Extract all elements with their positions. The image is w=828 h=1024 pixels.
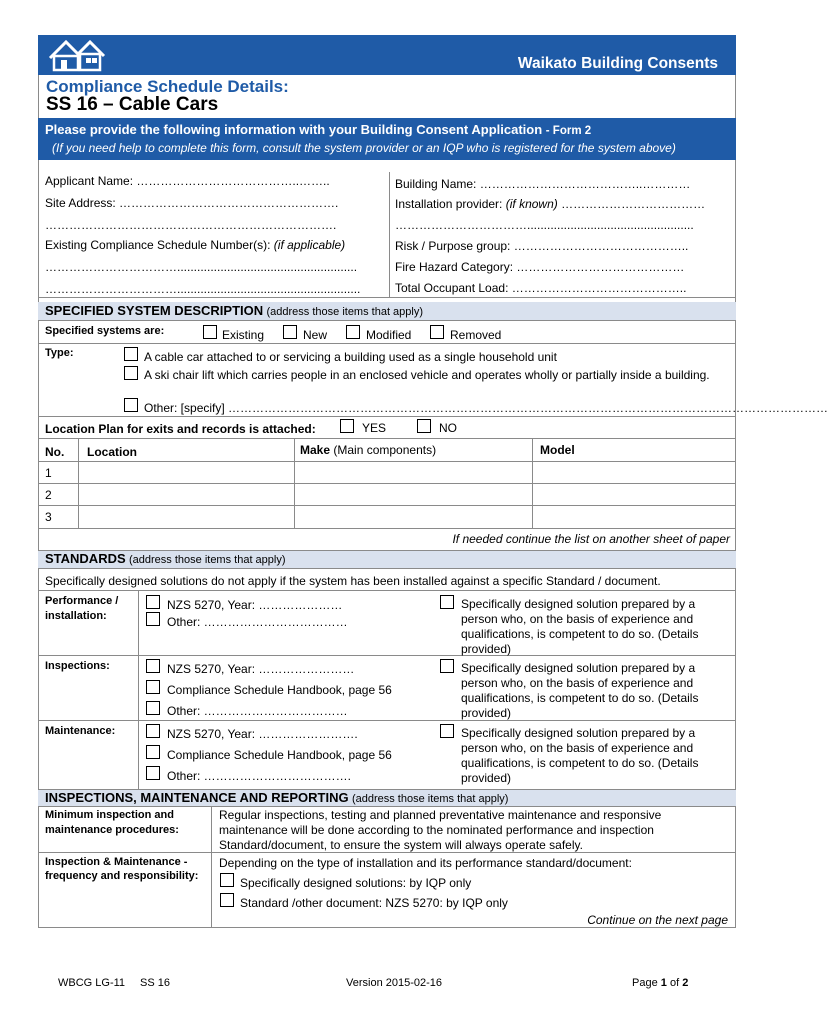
insp-nzs-checkbox[interactable] [146,659,160,673]
table-row-2-no: 2 [45,488,52,502]
insp-handbook-label: Compliance Schedule Handbook, page 56 [167,683,392,697]
specified-system-heading: SPECIFIED SYSTEM DESCRIPTION (address those items that apply) [45,303,424,318]
table-row-3-no: 3 [45,510,52,524]
insp-specific-checkbox[interactable] [440,659,454,673]
type-other-checkbox[interactable] [124,398,138,412]
freq-standard-checkbox[interactable] [220,893,234,907]
new-label: New [303,328,328,342]
freq-specific-checkbox[interactable] [220,873,234,887]
continue-next-page: Continue on the next page [587,913,728,927]
frequency-label: Inspection & Maintenance - frequency and responsibility: [45,856,199,882]
occupant-load-field[interactable]: Total Occupant Load: …………………………………….. [395,281,687,295]
dots-line-1[interactable]: ……………………………...................................................... [45,260,358,274]
provider-cont-field[interactable]: …………………………….................................................. [395,218,694,232]
standards-note: Specifically designed solutions do not apply if the system has been installed against a specific Standard / document. [45,574,661,588]
maint-nzs-field[interactable]: NZS 5270, Year: ……………………. [167,727,358,741]
intro-text: Please provide the following information with your Building Consent Application - Form 2 [45,122,592,137]
specified-systems-label: Specified systems are: [45,325,165,337]
inspections-label: Inspections: [45,660,110,672]
removed-checkbox[interactable] [430,325,444,339]
site-address-field[interactable]: Site Address: ………………………………………………. [45,196,339,210]
col-make-header: Make (Main components) [300,443,437,457]
dots-line-2[interactable]: ……………………………....................................................... [45,282,361,296]
perf-other-checkbox[interactable] [146,612,160,626]
perf-nzs-field[interactable]: NZS 5270, Year: ………………… [167,598,343,612]
risk-group-field[interactable]: Risk / Purpose group: …………………………………….. [395,239,689,253]
continue-list-note: If needed continue the list on another sheet of paper [452,532,730,546]
modified-checkbox[interactable] [346,325,360,339]
footer-version: Version 2015-02-16 [346,977,443,989]
type-label: Type: [45,347,74,359]
min-inspection-text: Regular inspections, testing and planned preventative maintenance and responsive maintenance will be done according to the nominated performance and inspection Standard/document, to ensure the system will always operate safely. [219,808,662,852]
type-2-checkbox[interactable] [124,366,138,380]
type-1-checkbox[interactable] [124,347,138,361]
frequency-text: Depending on the type of installation and its performance standard/document: [219,856,632,870]
freq-standard-label: Standard /other document: NZS 5270: by IQP only [240,896,508,910]
installation-provider-field[interactable]: Installation provider: (if known) ……………………………… [395,197,706,211]
org-name: Waikato Building Consents [517,55,718,72]
maint-nzs-checkbox[interactable] [146,724,160,738]
insp-other-field[interactable]: Other: ……………………………… [167,704,348,718]
modified-label: Modified [366,328,412,342]
location-no-label: NO [439,421,457,435]
new-checkbox[interactable] [283,325,297,339]
performance-label: Performance / installation: [45,595,119,622]
maint-handbook-label: Compliance Schedule Handbook, page 56 [167,748,392,762]
location-plan-label: Location Plan for exits and records is attached: [45,422,316,436]
existing-label: Existing [222,328,265,342]
type-other-field[interactable]: Other: [specify] …………………………………………………………………………………………………………………………………… [144,401,828,415]
existing-cs-field[interactable]: Existing Compliance Schedule Number(s): (if applicable) [45,238,346,252]
footer-page: Page 1 of 2 [632,977,689,989]
logo-house-icon [48,38,106,77]
standards-heading: STANDARDS (address those items that apply) [45,551,286,566]
maint-handbook-checkbox[interactable] [146,745,160,759]
applicant-name-field[interactable]: Applicant Name: …………………………………..…….. [45,174,330,188]
col-no-header: No. [45,445,65,459]
maint-other-checkbox[interactable] [146,766,160,780]
form-subtitle: SS 16 – Cable Cars [46,94,219,115]
footer-code: WBCG LG-11 [58,977,126,989]
insp-other-checkbox[interactable] [146,701,160,715]
location-yes-label: YES [362,421,387,435]
table-row-1-no: 1 [45,466,52,480]
maint-specific-checkbox[interactable] [440,724,454,738]
insp-handbook-checkbox[interactable] [146,680,160,694]
location-no-checkbox[interactable] [417,419,431,433]
insp-specific-label: Specifically designed solution prepared by a person who, on the basis of experience and qualifications, is competent to do so. (Details provided) [461,661,699,720]
inspections-heading: INSPECTIONS, MAINTENANCE AND REPORTING (address those items that apply) [45,790,509,805]
type-2-label: A ski chair lift which carries people in an enclosed vehicle and operates wholly or partially inside a building. [144,368,710,382]
location-yes-checkbox[interactable] [340,419,354,433]
freq-specific-label: Specifically designed solutions: by IQP only [240,876,472,890]
insp-nzs-field[interactable]: NZS 5270, Year: …………………… [167,662,355,676]
removed-label: Removed [450,328,502,342]
col-model-header: Model [540,443,575,457]
perf-nzs-checkbox[interactable] [146,595,160,609]
footer-ss: SS 16 [140,977,170,989]
perf-specific-checkbox[interactable] [440,595,454,609]
maintenance-label: Maintenance: [45,725,116,737]
building-name-field[interactable]: Building Name: …………………………………..………… [395,177,691,191]
site-address-cont-field[interactable]: ………………………………………………………………. [45,218,337,232]
form-title: Compliance Schedule Details: [46,77,289,96]
col-location-header: Location [87,445,137,459]
maint-specific-label: Specifically designed solution prepared by a person who, on the basis of experience and qualifications, is competent to do so. (Details provided) [461,726,699,785]
help-text: (If you need help to complete this form, consult the system provider or an IQP who is registered for the system above) [52,141,676,155]
fire-hazard-field[interactable]: Fire Hazard Category: …………………………………… [395,260,685,274]
type-1-label: A cable car attached to or servicing a building used as a single household unit [144,350,557,364]
existing-checkbox[interactable] [203,325,217,339]
min-inspection-label: Minimum inspection and maintenance procedures: [45,809,179,836]
perf-other-field[interactable]: Other: ……………………………… [167,615,348,629]
perf-specific-label: Specifically designed solution prepared by a person who, on the basis of experience and qualifications, is competent to do so. (Details provided) [461,597,699,656]
maint-other-field[interactable]: Other: ………………………………. [167,769,352,783]
